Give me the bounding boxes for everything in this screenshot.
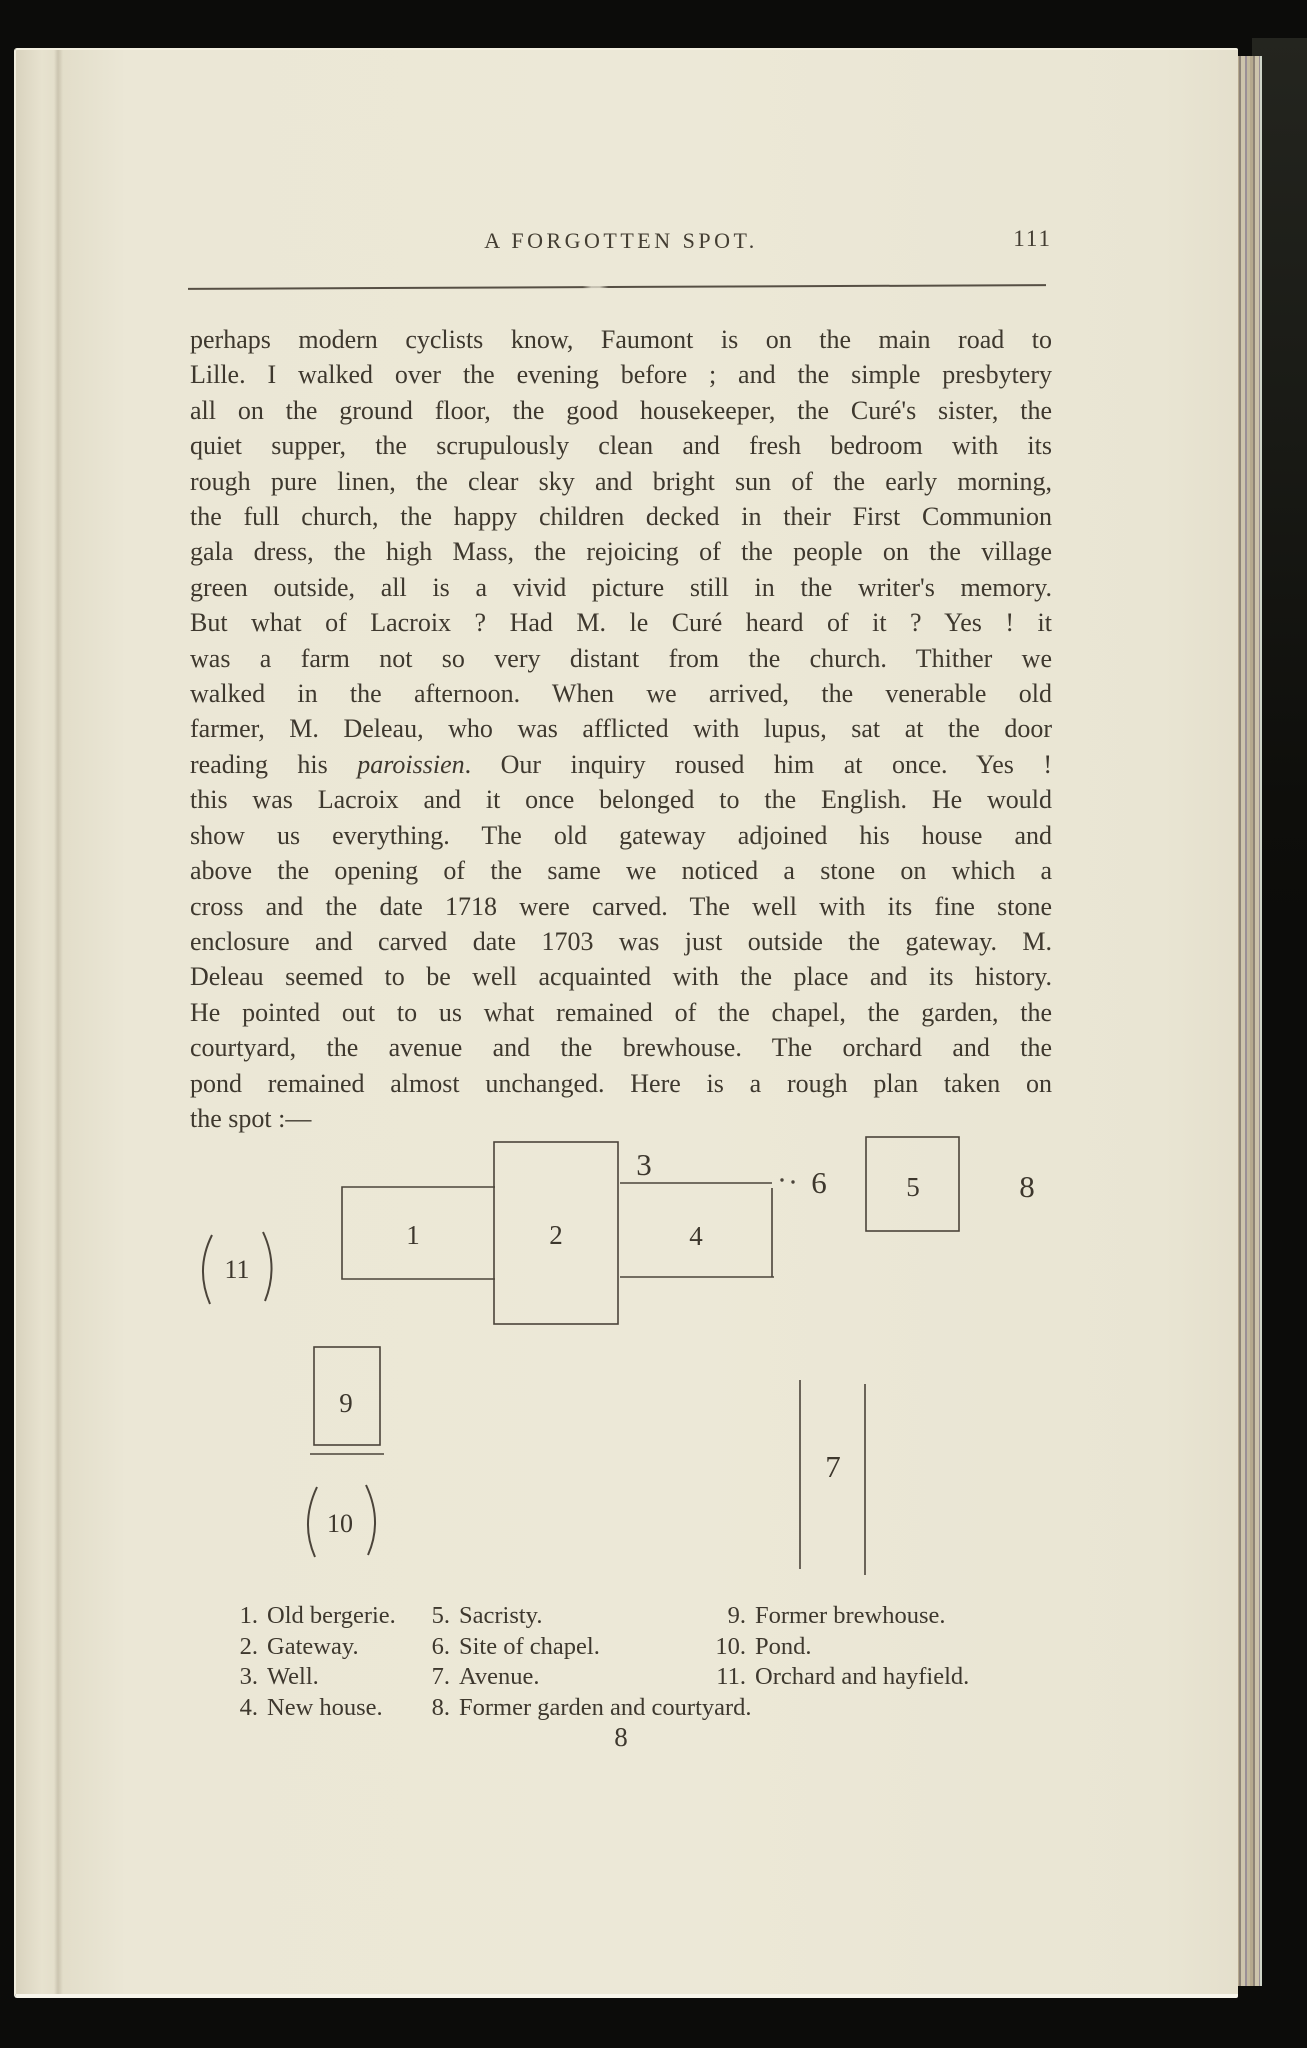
legend-label: Orchard and hayfield. <box>755 1663 970 1690</box>
legend-number: 7. <box>431 1663 450 1690</box>
legend-item <box>424 1602 752 1633</box>
legend-label: Pond. <box>755 1632 812 1660</box>
plan-dotted-mark <box>791 1180 794 1183</box>
body-line: green outside, all is a vivid picture still in the writer's memory. <box>190 572 1052 602</box>
body-line: show us everything. The old gateway adjoined his house and <box>190 820 1052 850</box>
legend-number: 8. <box>431 1693 450 1721</box>
body-line: gala dress, the high Mass, the rejoicing of the people on the village <box>190 537 1052 567</box>
body-line: Deleau seemed to be well acquainted with the place and its history. <box>190 962 1052 992</box>
plan-label-6: 6 <box>811 1165 827 1200</box>
legend-label: Well. <box>267 1663 319 1690</box>
body-line: perhaps modern cyclists know, Faumont is on the main road to <box>190 325 1052 354</box>
legend-number: 3. <box>239 1663 258 1690</box>
legend-number: 10. <box>715 1632 746 1660</box>
plan-label-2: 2 <box>549 1220 563 1250</box>
legend-item <box>424 1663 752 1694</box>
body-line-italic <box>190 747 1052 782</box>
plan-label-5: 5 <box>906 1172 920 1202</box>
plan-label-7: 7 <box>825 1449 841 1484</box>
legend-item <box>704 1663 969 1694</box>
legend-column-1 <box>232 1602 396 1724</box>
plan-label-10: 10 <box>327 1509 353 1538</box>
legend-label: Former garden and courtyard. <box>459 1693 752 1721</box>
legend-number: 4. <box>239 1693 258 1721</box>
running-header: A FORGOTTEN SPOT. <box>484 228 758 253</box>
legend-column-3 <box>704 1602 969 1694</box>
body-line: He pointed out to us what remained of the chapel, the garden, the <box>190 997 1052 1027</box>
body-line: enclosure and carved date 1703 was just outside the gateway. M. <box>190 926 1052 956</box>
body-line-segment: reading his <box>190 749 358 779</box>
page-number: 111 <box>1013 226 1052 251</box>
plan-label-11: 11 <box>224 1255 250 1284</box>
legend-number: 11. <box>716 1663 746 1690</box>
header-rule <box>188 284 1046 290</box>
signature-mark: 8 <box>614 1722 628 1752</box>
legend-item <box>232 1694 396 1725</box>
plan-label-4: 4 <box>689 1221 703 1251</box>
plan-label-1: 1 <box>406 1220 420 1250</box>
legend-column-2 <box>424 1602 752 1724</box>
legend-number: 1. <box>239 1602 258 1629</box>
body-line: Lille. I walked over the evening before ; and the simple presbytery <box>190 360 1052 390</box>
legend-label: Avenue. <box>459 1663 540 1690</box>
legend-item <box>424 1633 752 1664</box>
legend-label: Former brewhouse. <box>755 1602 946 1629</box>
legend-item <box>232 1602 396 1633</box>
body-line: was a farm not so very distant from the church. Thither we <box>190 643 1052 673</box>
body-line: this was Lacroix and it once belonged to the English. He would <box>190 785 1052 815</box>
legend-label: New house. <box>267 1693 383 1721</box>
legend-number: 9. <box>727 1602 746 1629</box>
body-line-italic-word: paroissien <box>357 749 465 779</box>
page <box>14 48 1238 1998</box>
legend-label: Gateway. <box>267 1632 359 1660</box>
legend-number: 2. <box>239 1632 258 1660</box>
legend-item <box>232 1663 396 1694</box>
body-line: pond remained almost unchanged. Here is a rough plan taken on <box>190 1068 1052 1098</box>
page-stack-edge <box>1236 56 1262 1986</box>
body-text <box>190 322 1052 1136</box>
body-line: But what of Lacroix ? Had M. le Curé heard of it ? Yes ! it <box>190 608 1052 638</box>
body-line: the spot :— <box>190 1103 312 1133</box>
plan-dotted-mark <box>780 1178 783 1181</box>
legend-number: 6. <box>431 1632 450 1660</box>
legend-item <box>704 1602 969 1633</box>
plan-label-3: 3 <box>636 1147 652 1182</box>
legend-label: Sacristy. <box>459 1602 543 1629</box>
body-line-segment: . Our inquiry roused him at once. Yes ! <box>464 749 1052 779</box>
legend-item <box>232 1633 396 1664</box>
legend-label: Old bergerie. <box>267 1602 396 1629</box>
legend-label: Site of chapel. <box>459 1632 600 1660</box>
body-line: above the opening of the same we noticed a stone on which a <box>190 856 1052 886</box>
body-line: cross and the date 1718 were carved. The well with its fine stone <box>190 891 1052 921</box>
plan-label-8: 8 <box>1019 1169 1035 1204</box>
body-line: all on the ground floor, the good housekeeper, the Curé's sister, the <box>190 395 1052 425</box>
body-line: quiet supper, the scrupulously clean and fresh bedroom with its <box>190 431 1052 461</box>
legend-item <box>704 1633 969 1664</box>
body-line: the full church, the happy children decked in their First Communion <box>190 502 1052 532</box>
body-line: courtyard, the avenue and the brewhouse. The orchard and the <box>190 1033 1052 1063</box>
plan-figure <box>182 1127 1062 1587</box>
body-line: farmer, M. Deleau, who was afflicted with lupus, sat at the door <box>190 714 1052 744</box>
legend-item <box>424 1694 752 1725</box>
legend-number: 5. <box>431 1602 450 1629</box>
body-line: rough pure linen, the clear sky and bright sun of the early morning, <box>190 466 1052 496</box>
plan-label-9: 9 <box>339 1388 353 1418</box>
body-line: walked in the afternoon. When we arrived, the venerable old <box>190 679 1052 709</box>
